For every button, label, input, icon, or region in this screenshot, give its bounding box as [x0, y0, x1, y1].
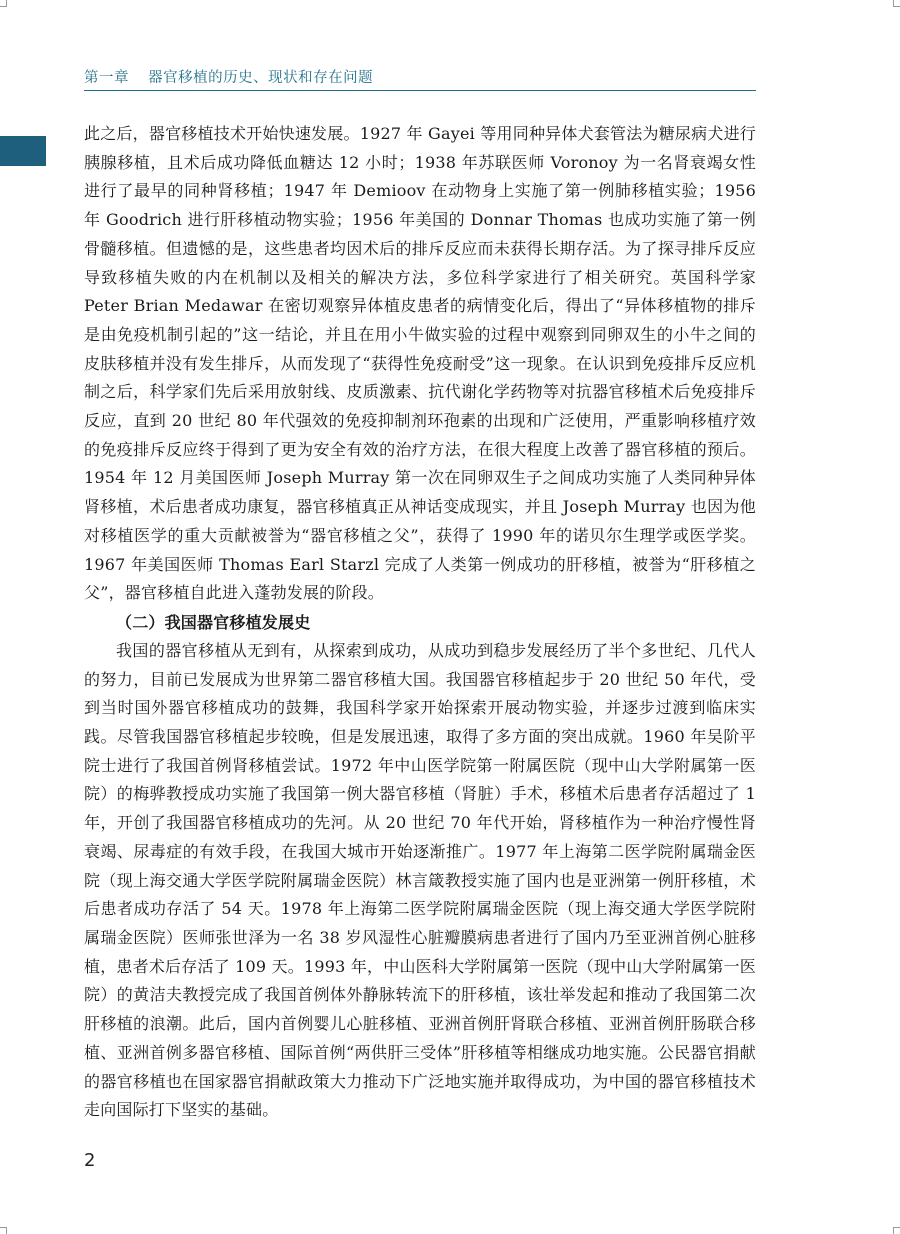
- side-tab-marker: [0, 136, 46, 166]
- crop-mark-top-left: [0, 0, 7, 7]
- paragraph-continued: 此之后，器官移植技术开始快速发展。1927 年 Gayei 等用同种异体犬套管法为糖尿病犬进行胰腺移植，且术后成功降低血糖达 12 小时；1938 年苏联医师 Voronoy 为一名肾衰竭女性进行了最早的同种肾移植；1947 年 Demioov 在动物身上实施了第一例肺移植实验；1956 年 Goodrich 进行肝移植动物实验；1956 年美国的 Donnar Thomas 也成功实施了第一例骨髓移植。但遗憾的是，这些患者均因术后的排斥反应而未获得长期存活。为了探寻排斥反应导致移植失败的内在机制以及相关的解决方法，多位科学家进行了相关研究。英国科学家 Peter Brian Medawar 在密切观察异体植皮患者的病情变化后，得出了“异体移植物的排斥是由免疫机制引起的”这一结论，并且在用小牛做实验的过程中观察到同卵双生的小牛之间的皮肤移植并没有发生排斥，从而发现了“获得性免疫耐受”这一现象。在认识到免疫排斥反应机制之后，科学家们先后采用放射线、皮质激素、抗代谢化学药物等对抗器官移植术后免疫排斥反应，直到 20 世纪 80 年代强效的免疫抑制剂环孢素的出现和广泛使用，严重影响移植疗效的免疫排斥反应终于得到了更为安全有效的治疗方法，在很大程度上改善了器官移植的预后。1954 年 12 月美国医师 Joseph Murray 第一次在同卵双生子之间成功实施了人类同种异体肾移植，术后患者成功康复，器官移植真正从神话变成现实，并且 Joseph Murray 也因为他对移植医学的重大贡献被誉为“器官移植之父”，获得了 1990 年的诺贝尔生理学或医学奖。1967 年美国医师 Thomas Earl Starzl 完成了人类第一例成功的肝移植，被誉为“肝移植之父”，器官移植自此进入蓬勃发展的阶段。: [84, 124, 756, 603]
- chapter-label: 第一章: [84, 70, 129, 86]
- paragraph: 我国的器官移植从无到有，从探索到成功，从成功到稳步发展经历了半个多世纪、几代人的努力，目前已发展成为世界第二器官移植大国。我国器官移植起步于 20 世纪 50 年代，受到当时国外器官移植成功的鼓舞，我国科学家开始探索开展动物实验，并逐步过渡到临床实践。尽管我国器官移植起步较晚，但是发展迅速，取得了多方面的突出成就。1960 年吴阶平院士进行了我国首例肾移植尝试。1972 年中山医学院第一附属医院（现中山大学附属第一医院）的梅骅教授成功实施了我国第一例大器官移植（肾脏）手术，移植术后患者存活超过了 1 年，开创了我国器官移植成功的先河。从 20 世纪 70 年代开始，肾移植作为一种治疗慢性肾衰竭、尿毒症的有效手段，在我国大城市开始逐渐推广。1977 年上海第二医学院附属瑞金医院（现上海交通大学医学院附属瑞金医院）林言箴教授实施了国内也是亚洲第一例肝移植，术后患者成功存活了 54 天。1978 年上海第二医学院附属瑞金医院（现上海交通大学医学院附属瑞金医院）医师张世泽为一名 38 岁风湿性心脏瓣膜病患者进行了国内乃至亚洲首例心脏移植，患者术后存活了 109 天。1993 年，中山医科大学附属第一医院（现中山大学附属第一医院）的黄洁夫教授完成了我国首例体外静脉转流下的肝移植，该壮举发起和推动了我国第二次肝移植的浪潮。此后，国内首例婴儿心脏移植、亚洲首例肝肾联合移植、亚洲首例肝肠联合移植、亚洲首例多器官移植、国际首例“两供肝三受体”肝移植等相继成功地实施。公民器官捐献的器官移植也在国家器官捐献政策大力推动下广泛地实施并取得成功，为中国的器官移植技术走向国际打下坚实的基础。: [84, 640, 756, 1120]
- crop-mark-top-right: [893, 0, 900, 7]
- section-heading: （二）我国器官移植发展史: [116, 612, 311, 632]
- crop-mark-bottom-right: [893, 1227, 900, 1234]
- page-body: [84, 120, 756, 1125]
- crop-mark-bottom-left: [0, 1227, 7, 1234]
- page-number: 2: [84, 1150, 96, 1171]
- header-rule: [84, 90, 756, 91]
- running-header: [84, 66, 756, 87]
- chapter-title: 器官移植的历史、现状和存在问题: [148, 70, 374, 86]
